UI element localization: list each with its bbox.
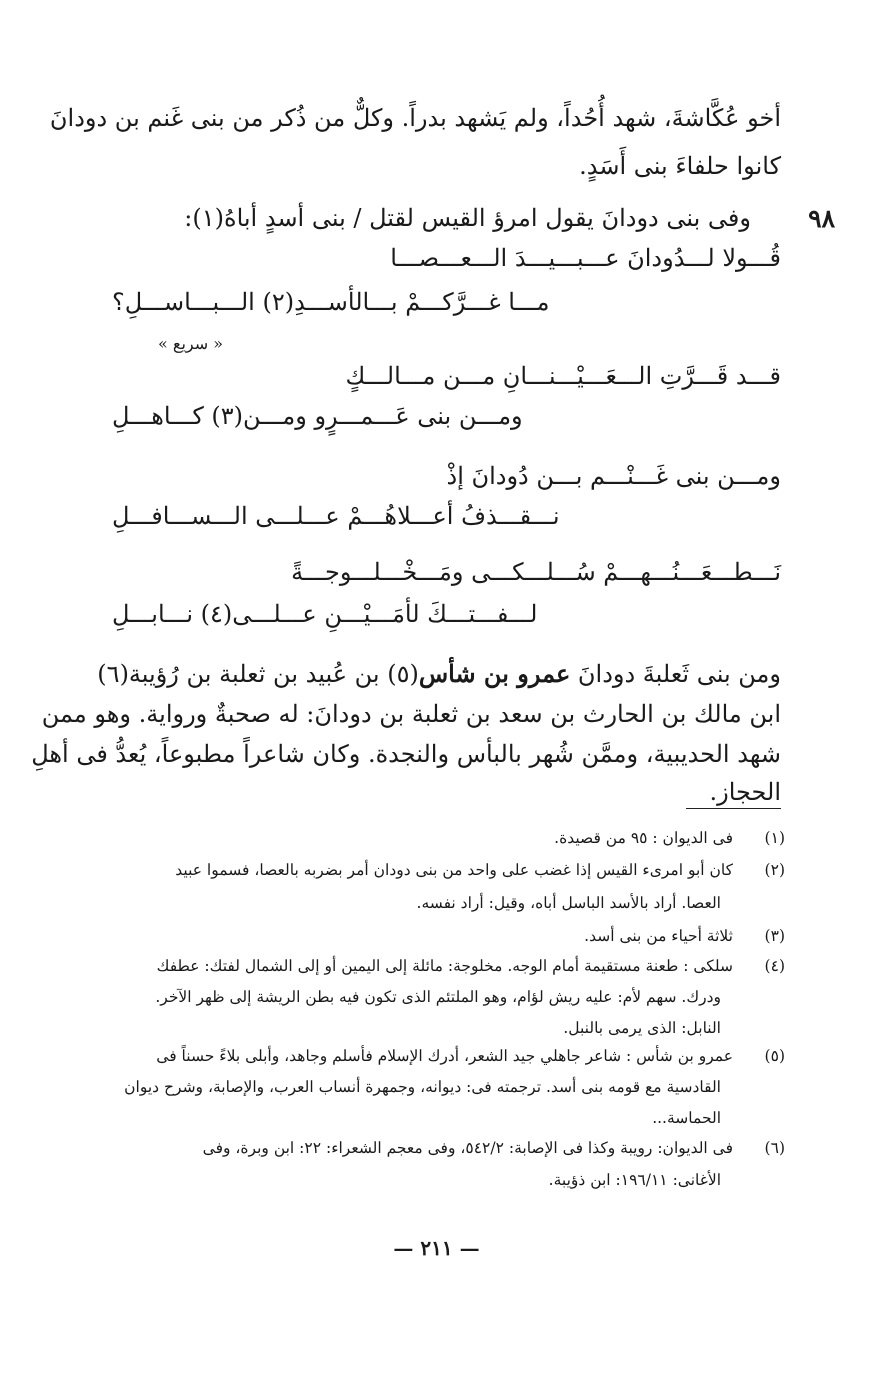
- footnote-text: فى الديوان : ٩٥ من قصيدة.: [554, 829, 733, 847]
- footnote-2-continuation: العصا. أراد بالأسد الباسل أباه، وقيل: أراد نفسه.: [416, 894, 721, 912]
- footnote-6: [203, 1138, 785, 1158]
- footnote-5: [156, 1046, 785, 1066]
- verse-line-5: ومـــن بنى غَـــنْـــم بـــن دُودانَ إذْ: [446, 462, 781, 490]
- body-line-closing-4: الحجاز.: [709, 778, 781, 806]
- footnote-text: فى الديوان: رويبة وكذا فى الإصابة: ٥٤٢/٢، وفى معجم الشعراء: ٢٢: ابن وبرة، وفى: [202, 1139, 733, 1157]
- closing-text-after: (٥) بن عُبيد بن ثعلبة بن رُؤيبة(٦): [97, 660, 419, 688]
- footnote-number: (٦): [764, 1139, 785, 1157]
- footnote-5-continuation-1: القادسية مع قومه بنى أسد. ترجمته فى: ديوانه، وجمهرة أنساب العرب، والإصابة، وشرح ديوان: [124, 1078, 721, 1096]
- poetic-meter-label: « سريع »: [158, 334, 223, 353]
- body-line-closing-2: ابن مالك بن الحارث بن سعد بن ثعلبة بن دودانَ: له صحبةٌ ورواية. وهو ممن: [41, 700, 781, 728]
- verse-line-7: نَـــطـــعَـــنُـــهـــمْ سُـــلـــكـــى ومَـــخْـــلـــوجـــةً: [291, 558, 781, 586]
- body-line-1: أخو عُكَّاشةَ، شهد أُحُداً، ولم يَشهد بدراً. وكلٌّ من ذُكر من بنى غَنم بن دودانَ: [49, 104, 781, 132]
- footnote-3: [584, 926, 785, 946]
- body-line-2: كانوا حلفاءَ بنى أَسَدٍ.: [579, 152, 781, 180]
- page-number: — ٢١١ —: [393, 1236, 480, 1260]
- body-line-closing-1: [97, 660, 781, 689]
- footnote-4: [157, 956, 785, 976]
- footnote-4-continuation-1: ودرك. سهم لأم: عليه ريش لؤام، وهو الملتئم الذى تكون فيه بطن الريشة إلى ظهر الآخر.: [155, 988, 721, 1006]
- footnote-4-continuation-2: النابل: الذى يرمى بالنبل.: [563, 1019, 721, 1037]
- paragraph-number: ٩٨: [808, 204, 835, 233]
- footnote-number: (١): [764, 829, 785, 847]
- footnote-6-continuation: الأغانى: ١٩٦/١١: ابن ذؤيبة.: [548, 1171, 721, 1189]
- footnote-text: ثلاثة أحياء من بنى أسد.: [584, 927, 733, 945]
- footnote-number: (٣): [764, 927, 785, 945]
- closing-text-before: ومن بنى ثَعلبةَ دودانَ: [570, 660, 781, 688]
- verse-line-6: نـــقـــذفُ أعـــلاهُـــمْ عـــلـــى الـــســـافـــلِ: [112, 502, 560, 530]
- footnote-separator: [686, 808, 781, 809]
- footnote-1: [554, 828, 785, 848]
- footnote-text: عمرو بن شأس : شاعر جاهلي جيد الشعر، أدرك الإسلام فأسلم وجاهد، وأبلى بلاءً حسناً فى: [156, 1047, 733, 1065]
- body-line-closing-3: شهد الحديبية، وممَّن شُهر بالبأس والنجدة. وكان شاعراً مطبوعاً، يُعدُّ فى أهلِ: [31, 740, 781, 768]
- verse-line-1: قُـــولا لـــدُودانَ عـــبـــيـــدَ الـــعـــصـــا: [390, 244, 781, 272]
- footnote-2: [175, 860, 785, 880]
- footnote-text: سلكى : طعنة مستقيمة أمام الوجه. مخلوجة: مائلة إلى اليمين أو إلى الشمال لفتك: عطفك: [156, 957, 733, 975]
- footnote-5-continuation-2: الحماسة...: [652, 1109, 721, 1127]
- footnote-number: (٢): [764, 861, 785, 879]
- footnote-number: (٤): [764, 957, 785, 975]
- verse-line-3: قـــد قَـــرَّتِ الـــعَـــيْـــنـــانِ مـــن مـــالـــكٍ: [345, 362, 781, 390]
- verse-line-2: مـــا غـــرَّكـــمْ بـــالأســـدِ(٢) الـــبـــاســـلِ؟: [112, 288, 550, 316]
- poet-name: عمرو بن شأس: [418, 659, 571, 688]
- verse-intro: وفى بنى دودانَ يقول امرؤ القيس لقتل / بنى أسدٍ أباهُ(١):: [184, 204, 751, 232]
- verse-line-8: لـــفـــتـــكَ لأمَـــيْـــنِ عـــلـــى(٤) نـــابـــلِ: [112, 600, 538, 628]
- footnote-number: (٥): [764, 1047, 785, 1065]
- footnote-text: كان أبو امرىء القيس إذا غضب على واحد من بنى دودان أمر بضربه بالعصا، فسموا عبيد: [175, 861, 733, 879]
- verse-line-4: ومـــن بنى عَـــمـــرٍو ومـــن(٣) كـــاهـــلِ: [112, 402, 523, 430]
